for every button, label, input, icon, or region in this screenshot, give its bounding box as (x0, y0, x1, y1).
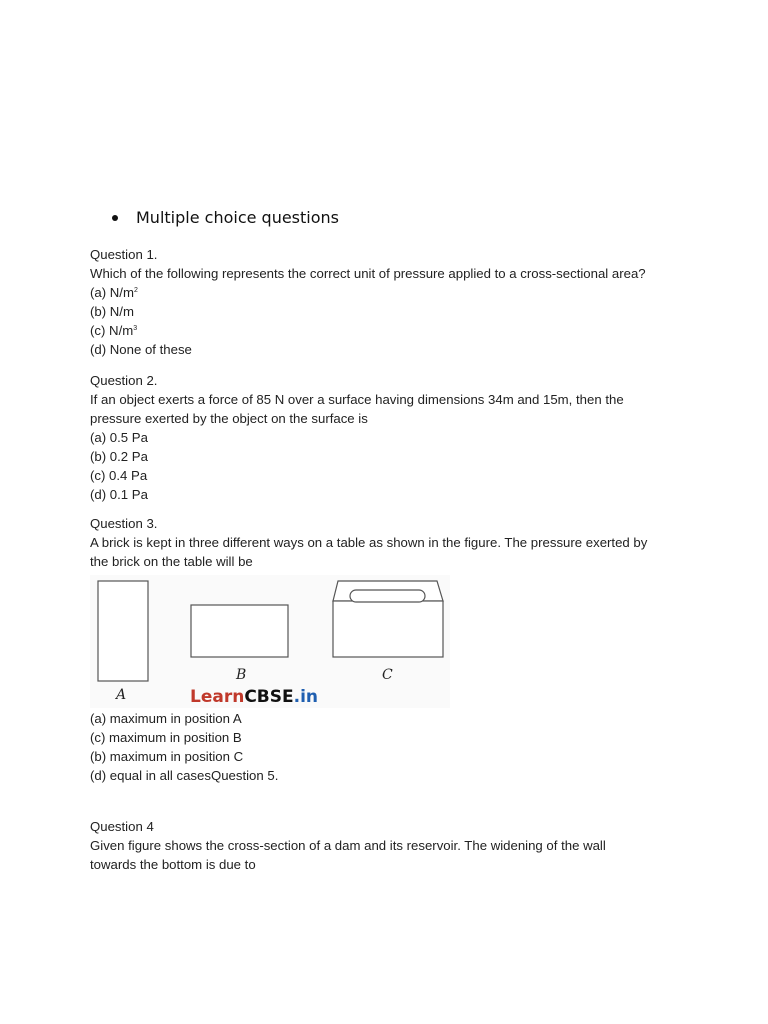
question-title: Question 4 (90, 819, 154, 834)
question-text-line-2: pressure exerted by the object on the surface is (90, 411, 368, 426)
option-c: (c) maximum in position B (90, 730, 242, 745)
question-text-line-1: Given figure shows the cross-section of a dam and its reservoir. The widening of the wall (90, 838, 606, 853)
option-a: (a) $N/m^2$ (90, 285, 138, 300)
question-2 (90, 371, 690, 504)
option-d: (d) None of these (90, 342, 192, 357)
question-text-line-2: towards the bottom is due to (90, 857, 256, 872)
option-c: (c) 0.4 Pa (90, 468, 148, 483)
question-1 (90, 245, 690, 359)
brick-position-b (191, 605, 288, 657)
figure-label-a: A (116, 687, 127, 703)
question-3-options (90, 709, 690, 785)
question-title: Question 2. (90, 373, 158, 388)
option-c: (c) $N/m^3$ (90, 323, 138, 338)
question-title: Question 1. (90, 247, 158, 262)
brick-position-a (98, 581, 148, 681)
option-d: (d) 0.1 Pa (90, 487, 148, 502)
option-a: (a) 0.5 Pa (90, 430, 148, 445)
bullet-icon (112, 215, 118, 221)
question-3 (90, 514, 690, 571)
question-4 (90, 817, 690, 874)
figure-label-b: B (236, 667, 247, 683)
question-title: Question 3. (90, 516, 158, 531)
option-b: (b) N/m (90, 304, 134, 319)
option-b: (b) 0.2 Pa (90, 449, 148, 464)
brick-figure (90, 575, 450, 708)
figure-label-c: C (382, 667, 393, 683)
question-text-line-2: the brick on the table will be (90, 554, 253, 569)
option-b: (b) maximum in position C (90, 749, 244, 764)
question-text: Which of the following represents the correct unit of pressure applied to a cross-sectional area? (90, 266, 646, 281)
question-text-line-1: If an object exerts a force of 85 N over a surface having dimensions 34m and 15m, then the (90, 392, 624, 407)
learncbse-watermark: LearnCBSE.in (190, 687, 319, 707)
option-a: (a) maximum in position A (90, 711, 242, 726)
question-text-line-1: A brick is kept in three different ways on a table as shown in the figure. The pressure exerted by (90, 535, 648, 550)
option-d: (d) equal in all casesQuestion 5. (90, 768, 279, 783)
section-heading (112, 208, 339, 227)
brick-position-c (333, 581, 443, 657)
section-heading-text: Multiple choice questions (136, 208, 339, 227)
